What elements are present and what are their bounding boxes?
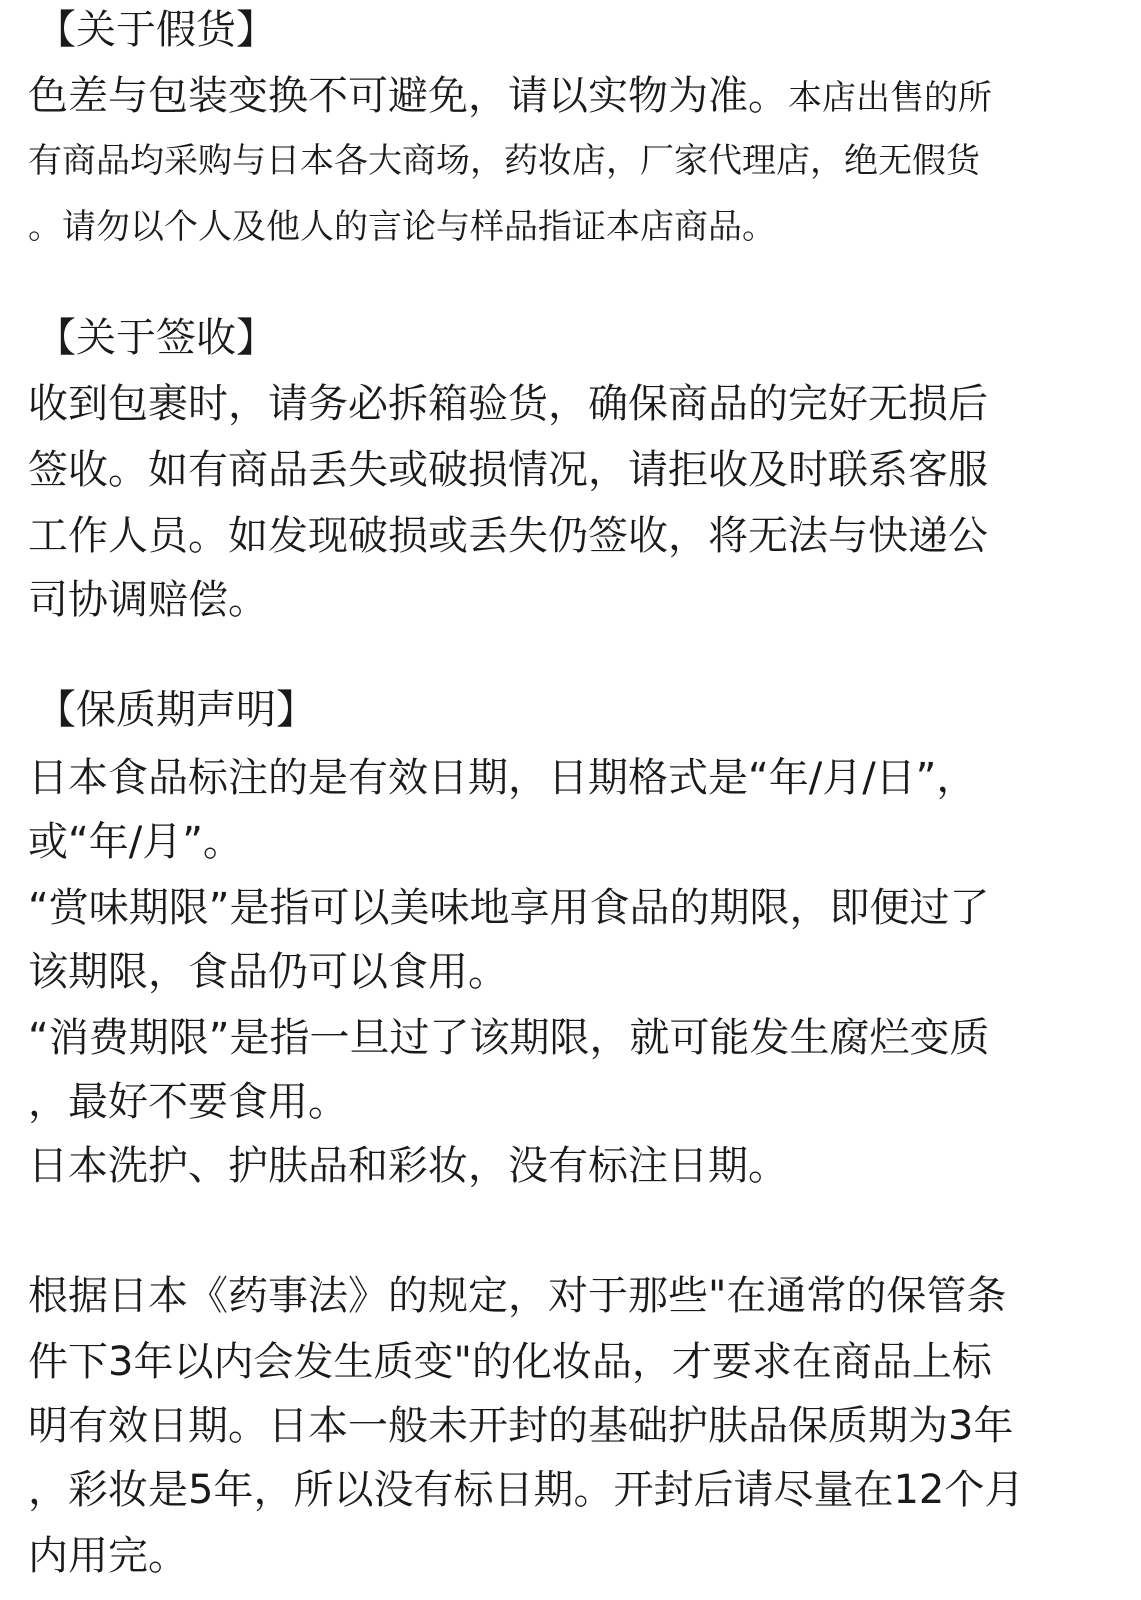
shelf-life-line-7: 日本洗护、护肤品和彩妆，没有标注日期。 (28, 1143, 788, 1189)
heading-shelf-life: 【保质期声明】 (36, 687, 316, 733)
shelf-life-line-6: ，最好不要食用。 (28, 1079, 348, 1125)
shelf-life-line-4: 该期限，食品仍可以食用。 (28, 949, 508, 995)
pharma-law-line-4: ，彩妆是5年，所以没有标日期。开封后请尽量在12个月 (28, 1467, 1025, 1513)
receipt-line-2: 签收。如有商品丢失或破损情况，请拒收及时联系客服 (28, 447, 988, 493)
counterfeit-line-1 (28, 73, 992, 119)
shelf-life-line-5: “消费期限”是指一旦过了该期限，就可能发生腐烂变质 (28, 1015, 990, 1061)
pharma-law-line-5: 内用完。 (28, 1533, 188, 1579)
counterfeit-line-2: 有商品均采购与日本各大商场，药妆店，厂家代理店，绝无假货 (28, 141, 980, 181)
counterfeit-line-3: 。请勿以个人及他人的言论与样品指证本店商品。 (28, 207, 776, 247)
pharma-law-line-2: 件下3年以内会发生质变"的化妆品，才要求在商品上标 (28, 1339, 992, 1385)
shelf-life-line-3: “赏味期限”是指可以美味地享用食品的期限，即便过了 (28, 885, 990, 931)
counterfeit-line-1-small: 本店出售的所 (788, 78, 992, 118)
shelf-life-line-2: 或“年/月”。 (28, 819, 243, 865)
shelf-life-line-1: 日本食品标注的是有效日期，日期格式是“年/月/日”， (28, 755, 977, 801)
counterfeit-line-1-main: 色差与包装变换不可避免，请以实物为准。 (28, 73, 788, 119)
pharma-law-line-3: 明有效日期。日本一般未开封的基础护肤品保质期为3年 (28, 1403, 1014, 1449)
heading-counterfeit: 【关于假货】 (36, 7, 276, 53)
heading-receipt: 【关于签收】 (36, 315, 276, 361)
receipt-line-4: 司协调赔偿。 (28, 577, 268, 623)
receipt-line-3: 工作人员。如发现破损或丢失仍签收，将无法与快递公 (28, 513, 988, 559)
receipt-line-1: 收到包裹时，请务必拆箱验货，确保商品的完好无损后 (28, 381, 988, 427)
pharma-law-line-1: 根据日本《药事法》的规定，对于那些"在通常的保管条 (28, 1273, 1007, 1319)
